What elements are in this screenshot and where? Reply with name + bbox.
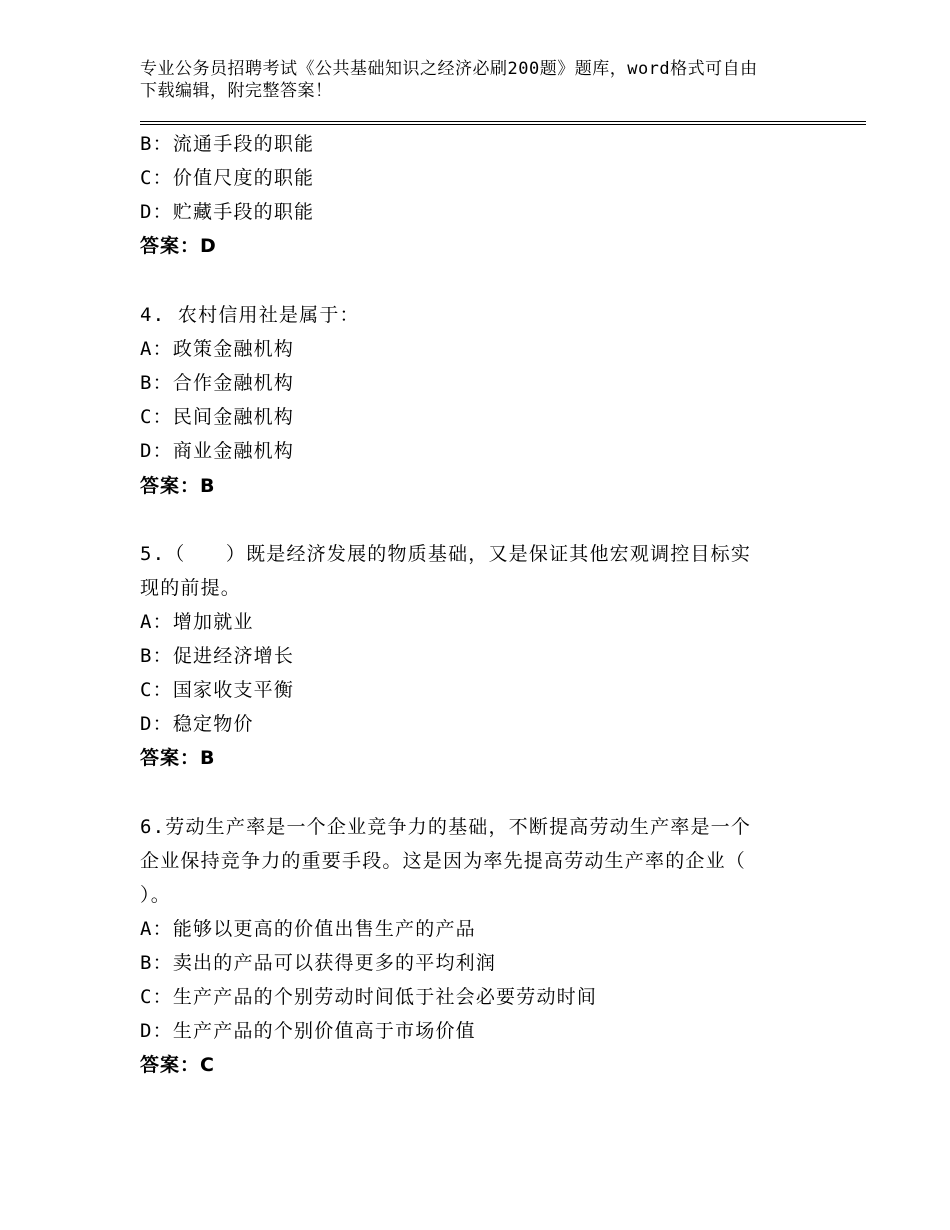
q5-option-a: A：增加就业 bbox=[140, 611, 254, 633]
q5-option-b: B：促进经济增长 bbox=[140, 645, 295, 667]
q5-stem-line-2: 现的前提。 bbox=[140, 577, 242, 599]
q6-option-b: B：卖出的产品可以获得更多的平均利润 bbox=[140, 952, 497, 974]
q4-option-d: D：商业金融机构 bbox=[140, 440, 295, 462]
q4-stem: 4. 农村信用社是属于： bbox=[140, 304, 360, 326]
q5-stem-line-1: 5.（ ）既是经济发展的物质基础，又是保证其他宏观调控目标实 bbox=[140, 543, 752, 565]
header-line-2: 下载编辑，附完整答案！ bbox=[140, 81, 333, 101]
q5-option-d: D：稳定物价 bbox=[140, 713, 254, 735]
q6-option-a: A：能够以更高的价值出售生产的产品 bbox=[140, 918, 476, 940]
q3-option-b: B：流通手段的职能 bbox=[140, 133, 315, 155]
header-divider-bottom bbox=[140, 124, 866, 125]
q5-answer: 答案：B bbox=[140, 747, 216, 769]
q5-option-c: C：国家收支平衡 bbox=[140, 679, 295, 701]
q6-stem-line-2: 企业保持竞争力的重要手段。这是因为率先提高劳动生产率的企业（ bbox=[140, 850, 747, 872]
q4-option-a: A：政策金融机构 bbox=[140, 338, 295, 360]
q3-option-c: C：价值尺度的职能 bbox=[140, 167, 315, 189]
page-header bbox=[140, 58, 830, 102]
header-divider-top bbox=[140, 121, 866, 122]
q6-option-d: D：生产产品的个别价值高于市场价值 bbox=[140, 1020, 476, 1042]
q4-answer: 答案：B bbox=[140, 475, 216, 497]
q6-stem-line-1: 6.劳动生产率是一个企业竞争力的基础，不断提高劳动生产率是一个 bbox=[140, 816, 752, 838]
q6-answer: 答案：C bbox=[140, 1054, 215, 1076]
header-line-1: 专业公务员招聘考试《公共基础知识之经济必刷200题》题库，word格式可自由 bbox=[140, 59, 758, 79]
q4-option-c: C：民间金融机构 bbox=[140, 406, 295, 428]
q4-option-b: B：合作金融机构 bbox=[140, 372, 295, 394]
q6-stem-line-3: ）。 bbox=[140, 884, 171, 906]
q3-answer: 答案：D bbox=[140, 235, 217, 257]
q3-option-d: D：贮藏手段的职能 bbox=[140, 201, 315, 223]
q6-option-c: C：生产产品的个别劳动时间低于社会必要劳动时间 bbox=[140, 986, 598, 1008]
